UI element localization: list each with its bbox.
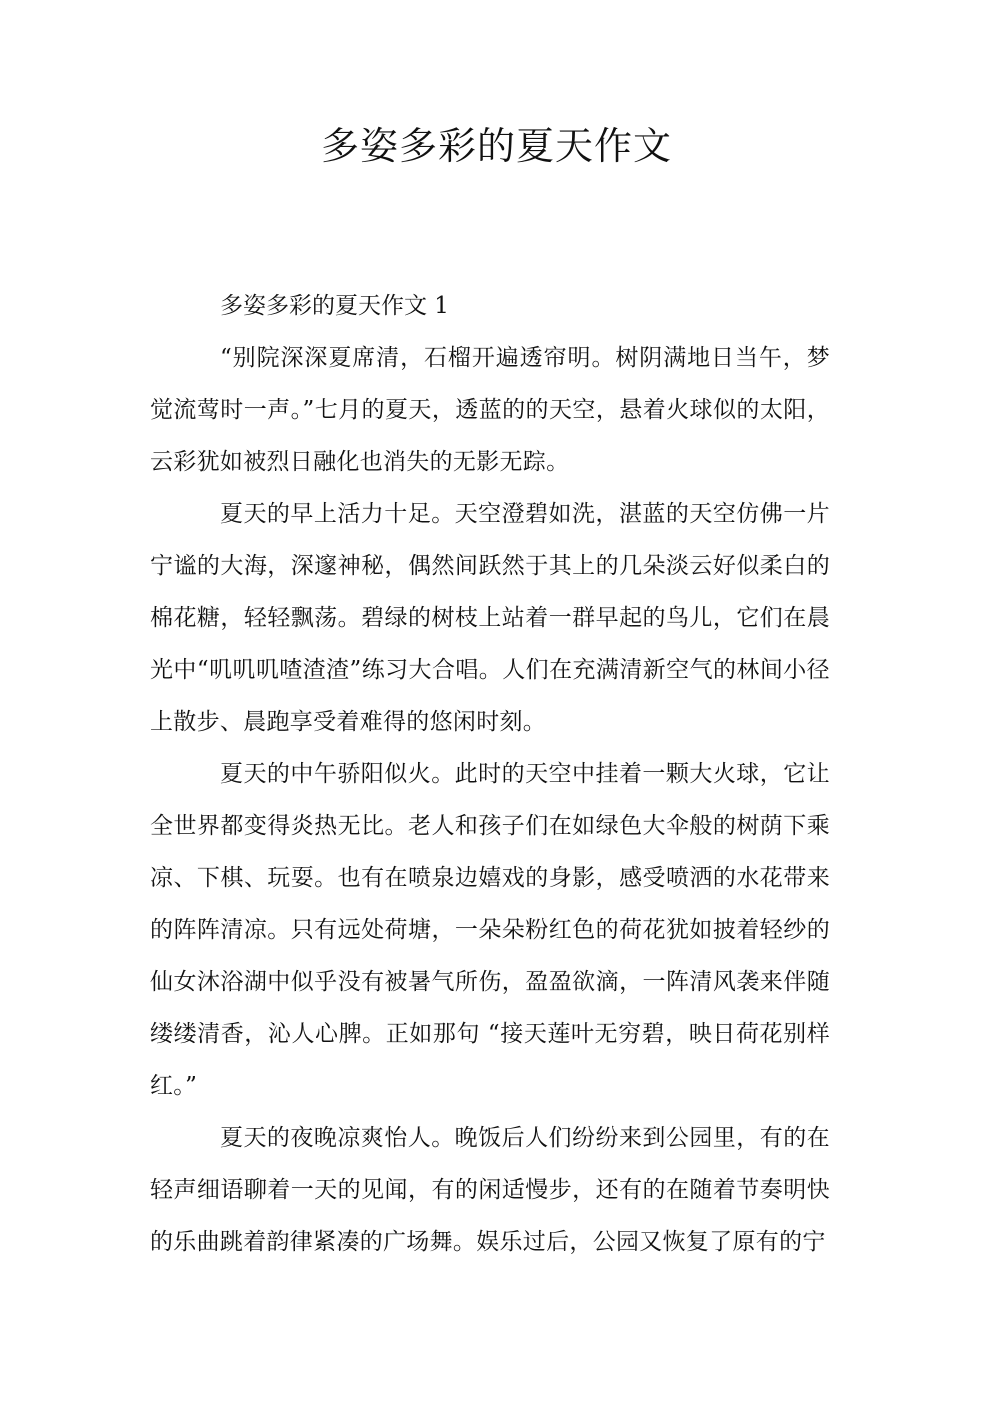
document-title: 多姿多彩的夏天作文: [320, 124, 672, 168]
paragraph-noon: 夏天的中午骄阳似火。此时的天空中挂着一颗大火球，它让全世界都变得炎热无比。老人和孩子们在如绿色大伞般的树荫下乘凉、下棋、玩耍。也有在喷泉边嬉戏的身影，感受喷洒的水花带来的阵阵清凉。只有远处荷塘，一朵朵粉红色的荷花犹如披着轻纱的仙女沐浴湖中似乎没有被暑气所伤，盈盈欲滴，一阵清风袭来伴随缕缕清香，沁人心脾。正如那句 “接天莲叶无穷碧，映日荷花别样红。”: [150, 761, 830, 1099]
document-body: [150, 280, 830, 1268]
section-heading: 多姿多彩的夏天作文 1: [220, 293, 449, 319]
paragraph-intro: “别院深深夏席清，石榴开遍透帘明。树阴满地日当午，梦觉流莺时一声。”七月的夏天，透蓝的的天空，悬着火球似的太阳，云彩犹如被烈日融化也消失的无影无踪。: [150, 345, 830, 475]
paragraph-morning: 夏天的早上活力十足。天空澄碧如洗，湛蓝的天空仿佛一片宁谧的大海，深邃神秘，偶然间跃然于其上的几朵淡云好似柔白的棉花糖，轻轻飘荡。碧绿的树枝上站着一群早起的鸟儿，它们在晨光中“叽叽叽喳渣渣”练习大合唱。人们在充满清新空气的林间小径上散步、晨跑享受着难得的悠闲时刻。: [150, 501, 830, 735]
paragraph-evening: 夏天的夜晚凉爽怡人。晚饭后人们纷纷来到公园里，有的在轻声细语聊着一天的见闻，有的闲适慢步，还有的在随着节奏明快的乐曲跳着韵律紧凑的广场舞。娱乐过后，公园又恢复了原有的宁: [150, 1125, 830, 1255]
